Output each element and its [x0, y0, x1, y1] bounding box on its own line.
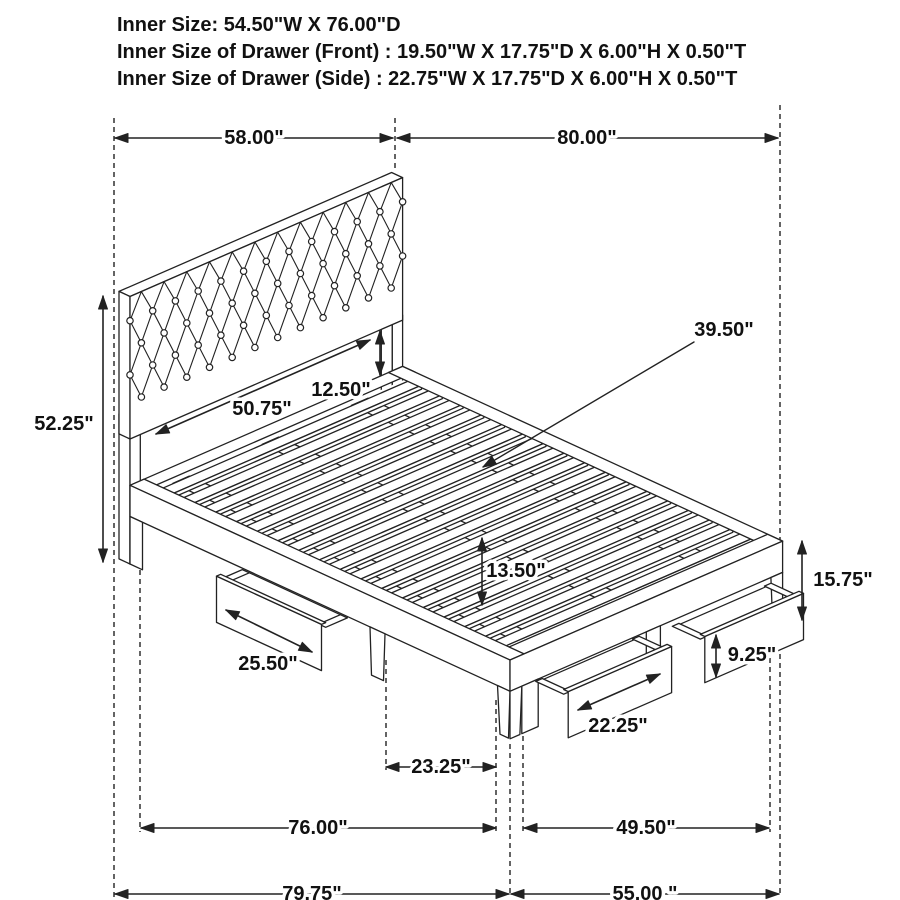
bed-line-drawing: [99, 105, 807, 899]
dim-slat-length: 39.50": [694, 319, 754, 341]
dim-drawer-offset: 23.25": [411, 756, 471, 778]
dim-headboard-width-top: 58.00": [224, 127, 284, 149]
dim-clearance: 13.50": [486, 560, 546, 582]
dim-headboard-height: 52.25": [34, 413, 94, 435]
inner-size-line: Inner Size: 54.50"W X 76.00"D: [117, 14, 401, 36]
inner-size-drawer-side-line: Inner Size of Drawer (Side) : 22.75"W X 17.75"D X 6.00"H X 0.50"T: [117, 68, 738, 90]
inner-size-title-block: [117, 12, 746, 93]
dim-foot-drawer-width: 22.25": [588, 715, 648, 737]
dim-side-drawer-width: 25.50": [238, 653, 298, 675]
dim-foot-span: 49.50": [616, 817, 676, 839]
dim-headboard-panel-width: 50.75": [232, 398, 292, 420]
dim-panel-to-rail: 12.50": [311, 379, 371, 401]
dim-overall-width: 55.00 ": [612, 883, 678, 900]
dim-length-top: 80.00": [557, 127, 617, 149]
dim-overall-length: 79.75": [282, 883, 342, 900]
dim-platform-height: 15.75": [813, 569, 873, 591]
dim-drawer-height: 9.25": [727, 644, 777, 666]
inner-size-drawer-front-line: Inner Size of Drawer (Front) : 19.50"W X 17.75"D X 6.00"H X 0.50"T: [117, 41, 747, 63]
dim-platform-length: 76.00": [288, 817, 348, 839]
